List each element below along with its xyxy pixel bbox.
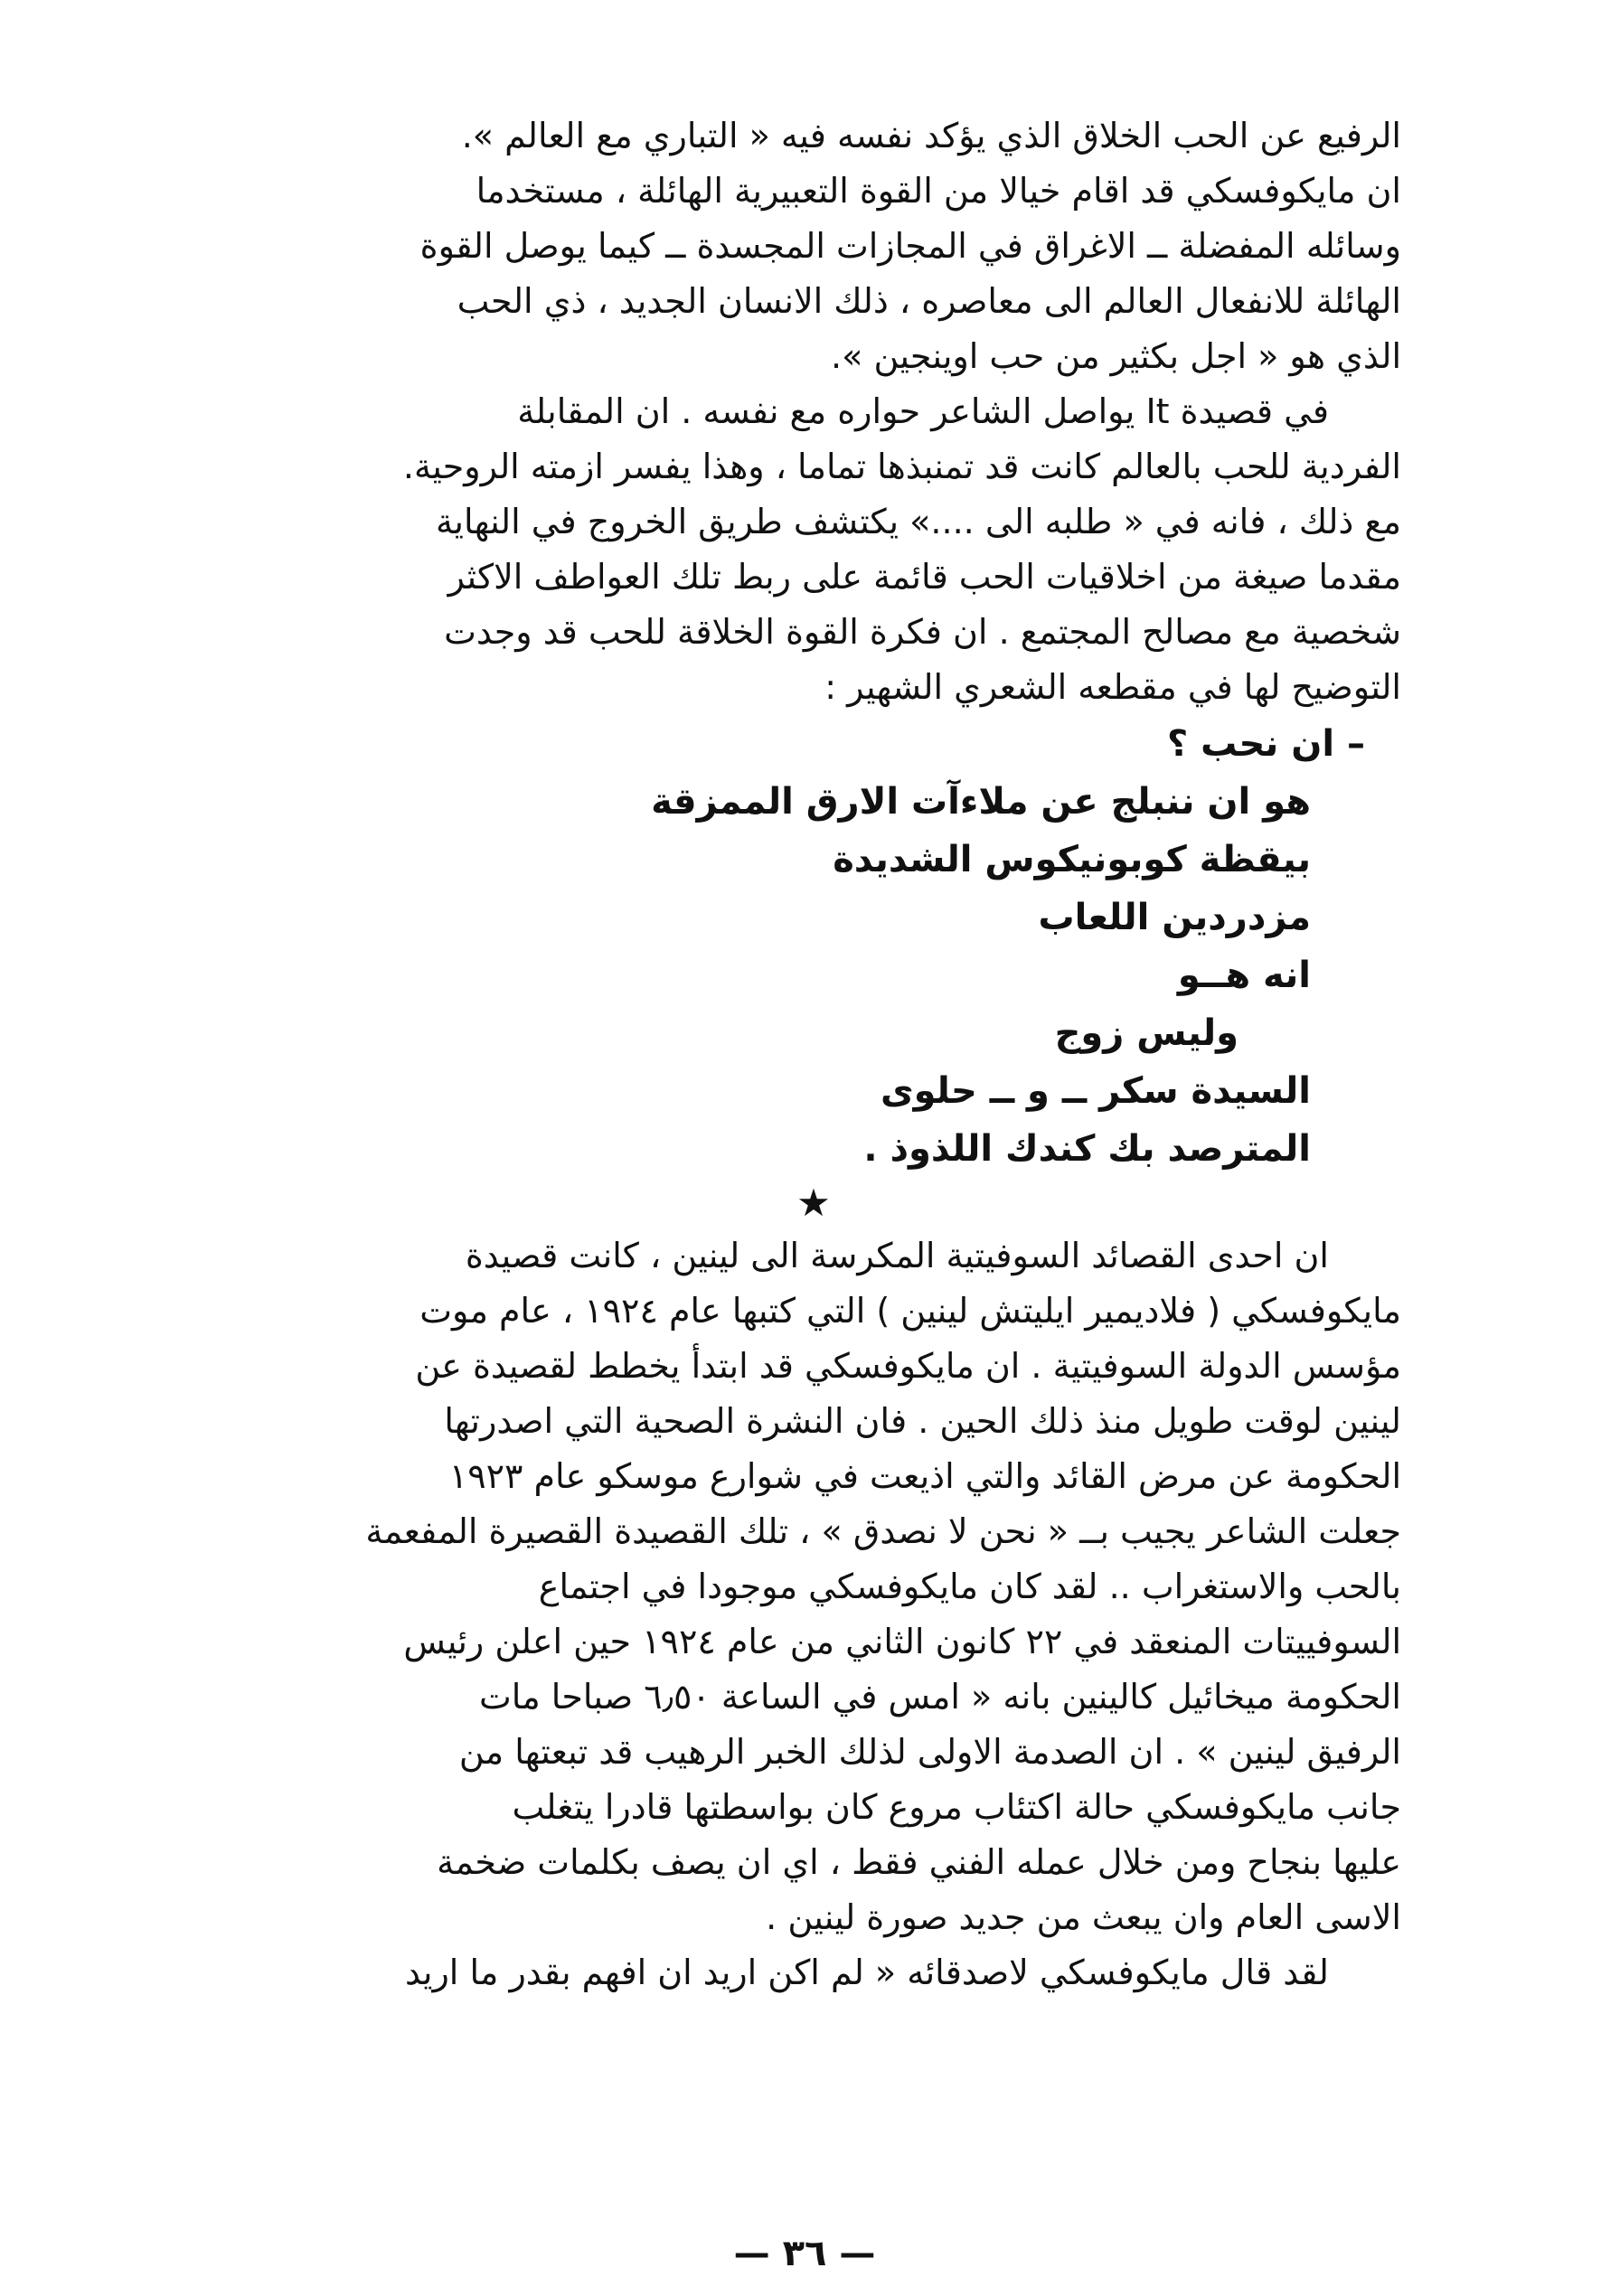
section-separator-star-icon: ★ — [796, 1181, 831, 1225]
text-line: الاسى العام وان يبعث من جديد صورة لينين . — [766, 1897, 1401, 1937]
text-line: الهائلة للانفعال العالم الى معاصره ، ذلك الانسان الجديد ، ذي الحب — [457, 281, 1401, 321]
text-line: الحكومة ميخائيل كالينين بانه « امس في الساعة ٦٫٥٠ صباحا مات — [478, 1677, 1401, 1717]
text-line: ان مايكوفسكي قد اقام خيالا من القوة التعبيرية الهائلة ، مستخدما — [476, 171, 1401, 211]
paragraph-continuation — [208, 108, 1401, 384]
text-line: الرفيع عن الحب الخلاق الذي يؤكد نفسه فيه « التباري مع العالم ». — [461, 116, 1401, 155]
text-line: مؤسس الدولة السوفيتية . ان مايكوفسكي قد ابتدأ يخطط لقصيدة عن — [415, 1346, 1401, 1386]
poem-line: المترصد بك كندك اللذوذ . — [863, 1128, 1311, 1170]
paragraph-friends-quote — [208, 1945, 1401, 2000]
paragraph-it-poem — [208, 384, 1401, 715]
poem-line: هو ان ننبلج عن ملاءآت الارق الممزقة — [651, 781, 1311, 823]
book-page — [208, 108, 1401, 2274]
text-line: لينين لوقت طويل منذ ذلك الحين . فان النشرة الصحية التي اصدرتها — [444, 1401, 1401, 1441]
text-line: الحكومة عن مرض القائد والتي اذيعت في شوارع موسكو عام ١٩٢٣ — [448, 1456, 1401, 1496]
text-line: عليها بنجاح ومن خلال عمله الفني فقط ، اي ان يصف بكلمات ضخمة — [437, 1842, 1401, 1882]
poem-line: انه هــو — [1177, 955, 1311, 996]
text-line: مقدما صيغة من اخلاقيات الحب قائمة على ربط تلك العواطف الاكثر — [447, 557, 1401, 597]
text-line: مع ذلك ، فانه في « طلبه الى ....» يكتشف طريق الخروج في النهاية — [436, 502, 1401, 541]
poem-line: مزدردين اللعاب — [1038, 897, 1311, 938]
page-number: — ٣٦ — — [733, 2233, 876, 2274]
text-line: جانب مايكوفسكي حالة اكتئاب مروع كان بواسطتها قادرا يتغلب — [512, 1787, 1401, 1827]
poem-excerpt — [208, 715, 1401, 1178]
poem-line: وليس زوج — [1054, 1012, 1239, 1054]
text-line: الرفيق لينين » . ان الصدمة الاولى لذلك الخبر الرهيب قد تبعتها من — [458, 1732, 1401, 1772]
text-line: ان احدى القصائد السوفيتية المكرسة الى لينين ، كانت قصيدة — [465, 1236, 1329, 1275]
text-line: الفردية للحب بالعالم كانت قد تمنبذها تماما ، وهذا يفسر ازمته الروحية. — [402, 447, 1401, 486]
text-line: جعلت الشاعر يجيب بــ « نحن لا نصدق » ، تلك القصيدة القصيرة المفعمة — [365, 1511, 1401, 1551]
text-line: شخصية مع مصالح المجتمع . ان فكرة القوة الخلاقة للحب قد وجدت — [444, 612, 1401, 652]
text-line: في قصيدة It يواصل الشاعر حواره مع نفسه . ان المقابلة — [517, 391, 1329, 431]
poem-line: بيقظة كوبونيكوس الشديدة — [833, 839, 1311, 880]
text-line: الذي هو « اجل بكثير من حب اوينجين ». — [831, 336, 1401, 376]
text-line: بالحب والاستغراب .. لقد كان مايكوفسكي موجودا في اجتماع — [538, 1567, 1401, 1606]
text-line: مايكوفسكي ( فلاديمير ايليتش لينين ) التي كتبها عام ١٩٢٤ ، عام موت — [419, 1291, 1401, 1331]
paragraph-lenin — [208, 1228, 1401, 1945]
text-line: التوضيح لها في مقطعه الشعري الشهير : — [824, 667, 1401, 707]
text-line: وسائله المفضلة ــ الاغراق في المجازات المجسدة ــ كيما يوصل القوة — [419, 226, 1401, 266]
text-line: السوفييتات المنعقد في ٢٢ كانون الثاني من عام ١٩٢٤ حين اعلن رئيس — [403, 1622, 1401, 1661]
poem-line: – ان نحب ؟ — [1166, 723, 1365, 765]
poem-line: السيدة سكر ــ و ــ حلوى — [880, 1070, 1311, 1112]
text-line: لقد قال مايكوفسكي لاصدقائه « لم اكن اريد ان افهم بقدر ما اريد — [404, 1953, 1329, 1992]
